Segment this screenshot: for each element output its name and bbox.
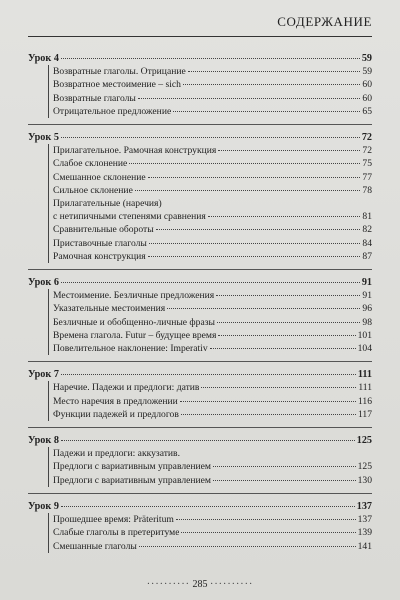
toc-entry[interactable] <box>53 408 372 421</box>
dot-leader <box>208 215 361 217</box>
lesson-entries <box>48 65 372 118</box>
table-of-contents <box>28 46 372 559</box>
toc-entry[interactable] <box>53 381 372 394</box>
toc-entry-title: Смешанное склонение <box>53 171 146 183</box>
lesson-block <box>28 428 372 494</box>
dot-leader <box>61 281 360 283</box>
lesson-block <box>28 270 372 362</box>
toc-entry-title: Слабые глаголы в претеритуме <box>53 527 180 539</box>
toc-entry-page: 82 <box>362 224 372 236</box>
toc-entry[interactable] <box>53 157 372 170</box>
toc-entry[interactable] <box>53 184 372 197</box>
toc-entry[interactable] <box>53 289 372 302</box>
footer-dots-left: ·········· <box>146 579 190 590</box>
toc-entry-title: Смешанные глаголы <box>53 540 137 552</box>
dot-leader <box>61 439 355 441</box>
dot-leader <box>61 505 355 507</box>
toc-entry-page: 84 <box>362 237 372 249</box>
toc-entry-page: 117 <box>357 408 372 420</box>
lesson-page-number: 91 <box>361 277 372 289</box>
lesson-entries <box>48 381 372 421</box>
toc-entry-page: 87 <box>362 250 372 262</box>
dot-leader <box>149 242 361 244</box>
toc-entry[interactable] <box>53 474 372 487</box>
toc-entry-title: Отрицательное предложение <box>53 105 172 117</box>
toc-entry-title: Времена глагола. Futur – будущее время <box>53 329 217 341</box>
toc-entry-title: Указательные местоимения <box>53 303 166 315</box>
lesson-page-number: 111 <box>357 369 372 381</box>
lesson-block <box>28 362 372 428</box>
dot-leader <box>61 57 360 59</box>
lesson-title-text: Урок 4 <box>28 53 59 64</box>
toc-entry-page: 72 <box>362 145 372 157</box>
dot-leader <box>173 110 360 112</box>
toc-entry-title: Предлоги с вариативным управлением <box>53 474 211 486</box>
lesson-heading[interactable] <box>28 434 372 447</box>
toc-entry-page: 125 <box>357 461 372 473</box>
dot-leader <box>135 189 361 191</box>
dot-leader <box>183 83 360 85</box>
toc-entry[interactable] <box>53 210 372 223</box>
lesson-page-number: 72 <box>361 132 372 144</box>
toc-entry-title: Прилагательное. Рамочная конструкция <box>53 145 217 157</box>
dot-leader <box>148 255 361 257</box>
footer-dots-right: ·········· <box>210 579 254 590</box>
toc-entry-page: 60 <box>362 92 372 104</box>
toc-entry-first-line: Падежи и предлоги: аккузатив. <box>53 448 180 460</box>
toc-entry-page: 130 <box>357 474 372 486</box>
toc-entry-title: Слабое склонение <box>53 158 128 170</box>
dot-leader <box>139 545 356 547</box>
lesson-title-text: Урок 7 <box>28 369 59 381</box>
page-title: СОДЕРЖАНИЕ <box>277 14 372 29</box>
lesson-page-number: 137 <box>356 500 372 512</box>
toc-entry-title: Рамочная конструкция <box>53 250 146 262</box>
lesson-heading[interactable] <box>28 131 372 144</box>
lesson-page-number: 125 <box>356 435 372 447</box>
dot-leader <box>213 479 356 481</box>
toc-entry-title: Приставочные глаголы <box>53 237 147 249</box>
toc-entry-title: Возвратные глаголы. Отрицание <box>53 66 186 78</box>
toc-entry-page: 59 <box>362 66 372 78</box>
toc-entry[interactable] <box>53 144 372 157</box>
toc-entry-page: 78 <box>362 184 372 196</box>
toc-entry[interactable] <box>53 395 372 408</box>
lesson-heading[interactable] <box>28 368 372 381</box>
dot-leader <box>129 162 360 164</box>
toc-entry-first-line: Прилагательные (наречия) <box>53 198 162 210</box>
toc-entry[interactable] <box>53 250 372 263</box>
toc-entry-page: 111 <box>358 382 372 394</box>
toc-entry-page: 104 <box>357 343 372 355</box>
toc-entry-page: 101 <box>357 329 372 341</box>
toc-entry[interactable] <box>53 78 372 91</box>
toc-entry-page: 137 <box>357 514 372 526</box>
dot-leader <box>138 97 361 99</box>
dot-leader <box>201 386 356 388</box>
toc-entry-page: 77 <box>362 171 372 183</box>
dot-leader <box>217 321 360 323</box>
toc-entry-title: Функции падежей и предлогов <box>53 408 179 420</box>
toc-entry-page: 96 <box>362 303 372 315</box>
toc-entry-title: Прошедшее время: Präteritum <box>53 514 174 526</box>
lesson-block <box>28 494 372 559</box>
dot-leader <box>218 334 355 336</box>
toc-entry-page: 91 <box>362 290 372 302</box>
dot-leader <box>213 465 356 467</box>
toc-entry[interactable] <box>53 65 372 78</box>
dot-leader <box>61 373 356 375</box>
lesson-heading[interactable] <box>28 500 372 513</box>
toc-entry-page: 60 <box>362 79 372 91</box>
toc-entry[interactable] <box>53 171 372 184</box>
toc-entry[interactable] <box>53 223 372 236</box>
lesson-block <box>28 46 372 125</box>
lesson-entries <box>48 144 372 263</box>
lesson-title-text: Урок 9 <box>28 500 59 512</box>
toc-entry[interactable] <box>53 342 372 355</box>
toc-entry-title: Возвратное местоимение – sich <box>53 79 181 91</box>
dot-leader <box>156 228 361 230</box>
toc-entry-title: Сравнительные обороты <box>53 224 154 236</box>
lesson-heading[interactable] <box>28 276 372 289</box>
lesson-entries <box>48 447 372 487</box>
toc-entry-page: 139 <box>357 527 372 539</box>
toc-entry-title: Место наречия в предложении <box>53 395 178 407</box>
lesson-block <box>28 125 372 270</box>
toc-entry[interactable] <box>53 513 372 526</box>
page-number: 285 <box>192 579 208 590</box>
toc-entry-title: Предлоги с вариативным управлением <box>53 461 211 473</box>
lesson-entries <box>48 513 372 553</box>
toc-entry-page: 65 <box>362 105 372 117</box>
toc-entry[interactable] <box>53 316 372 329</box>
toc-entry-page: 116 <box>357 395 372 407</box>
dot-leader <box>176 518 356 520</box>
toc-entry[interactable] <box>53 237 372 250</box>
toc-entry[interactable] <box>53 302 372 315</box>
dot-leader <box>148 176 361 178</box>
toc-entry-page: 141 <box>357 540 372 552</box>
toc-entry-title: с нетипичными степенями сравнения <box>53 211 206 223</box>
toc-entry-title: Местоимение. Безличные предложения <box>53 290 215 302</box>
toc-entry-page: 98 <box>362 316 372 328</box>
lesson-entries <box>48 289 372 355</box>
dot-leader <box>181 413 356 415</box>
dot-leader <box>210 347 356 349</box>
dot-leader <box>218 149 360 151</box>
dot-leader <box>180 400 356 402</box>
lesson-page-number: 59 <box>361 53 372 64</box>
toc-entry-title: Наречие. Падежи и предлоги: датив <box>53 382 200 394</box>
toc-entry-title: Возвратные глаголы <box>53 92 136 104</box>
lesson-title-text: Урок 5 <box>28 132 59 144</box>
toc-entry[interactable] <box>53 540 372 553</box>
toc-entry-page: 81 <box>362 211 372 223</box>
toc-entry[interactable] <box>53 92 372 105</box>
dot-leader <box>167 307 360 309</box>
toc-entry[interactable] <box>53 526 372 539</box>
dot-leader <box>216 294 360 296</box>
page-footer <box>0 579 400 590</box>
toc-entry-page: 75 <box>362 158 372 170</box>
toc-entry[interactable] <box>53 329 372 342</box>
toc-entry-title: Безличные и обобщенно-личные фразы <box>53 316 215 328</box>
dot-leader <box>188 70 361 72</box>
lesson-heading[interactable] <box>28 52 372 65</box>
lesson-title-text: Урок 6 <box>28 277 59 289</box>
dot-leader <box>61 136 360 138</box>
toc-entry-title: Сильное склонение <box>53 184 133 196</box>
lesson-title-text: Урок 8 <box>28 435 59 447</box>
page-header <box>28 14 372 37</box>
toc-entry[interactable] <box>53 105 372 118</box>
dot-leader <box>181 531 355 533</box>
toc-entry-title: Повелительное наклонение: Imperativ <box>53 343 208 355</box>
toc-entry[interactable] <box>53 460 372 473</box>
